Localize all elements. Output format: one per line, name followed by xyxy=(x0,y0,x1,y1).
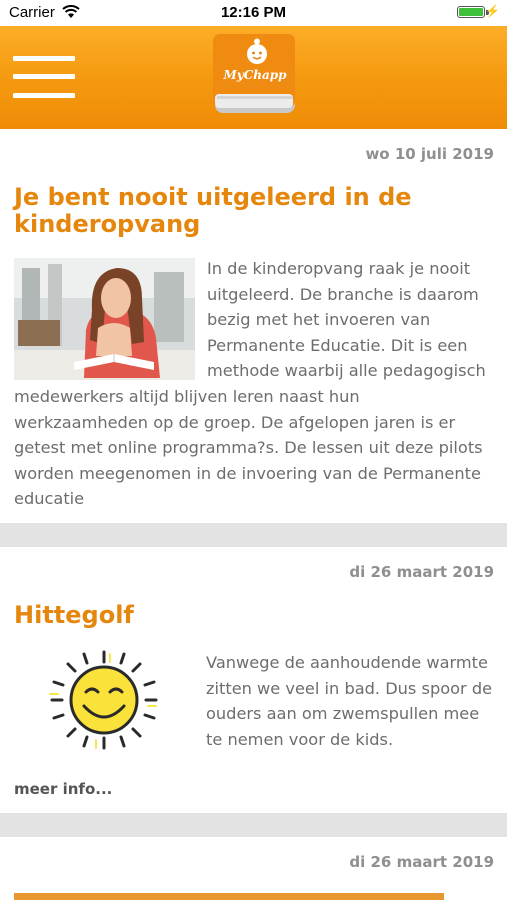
post-title-cutoff xyxy=(14,893,444,900)
battery-icon xyxy=(457,6,485,18)
carrier-label: Carrier xyxy=(9,4,55,21)
post-text: In de kinderopvang raak je nooit uitgeleerd. De branche is daarom bezig met het invoeren van Permanente Educatie. Dit is een methode waarbij alle pedagogisch medewerkers altijd blijven leren naast hun werkzaamheden op de groep. De afgelopen jaren is er getest met online programma?s. De lessen uit deze pilots worden meegenomen in de invoering van de Permanente educatie xyxy=(14,259,486,509)
smiling-sun-icon xyxy=(44,648,164,752)
hamburger-menu-icon[interactable] xyxy=(13,56,75,100)
clock: 12:16 PM xyxy=(220,4,287,21)
news-card[interactable] xyxy=(0,129,507,523)
post-body xyxy=(206,650,496,752)
charging-bolt-icon: ⚡ xyxy=(485,4,500,18)
post-date: di 26 maart 2019 xyxy=(349,853,494,871)
post-text: Vanwege de aanhoudende warmte zitten we veel in bad. Dus spoor de ouders aan om zwemspullen mee te nemen voor de kids. xyxy=(206,653,493,749)
post-date: wo 10 juli 2019 xyxy=(365,145,494,163)
logo-text: MyChapp xyxy=(223,68,287,82)
more-info-link[interactable]: meer info... xyxy=(14,780,113,798)
status-bar xyxy=(0,0,507,26)
post-title[interactable]: Hittegolf xyxy=(14,601,134,629)
news-card[interactable] xyxy=(0,547,507,813)
post-body xyxy=(14,256,492,512)
post-title[interactable]: Je bent nooit uitgeleerd in de kinderopvang xyxy=(14,183,412,238)
post-date: di 26 maart 2019 xyxy=(349,563,494,581)
app-header xyxy=(0,26,507,129)
mychapp-logo[interactable] xyxy=(211,32,299,118)
news-card[interactable] xyxy=(0,837,507,900)
student-studying-photo xyxy=(14,258,195,380)
